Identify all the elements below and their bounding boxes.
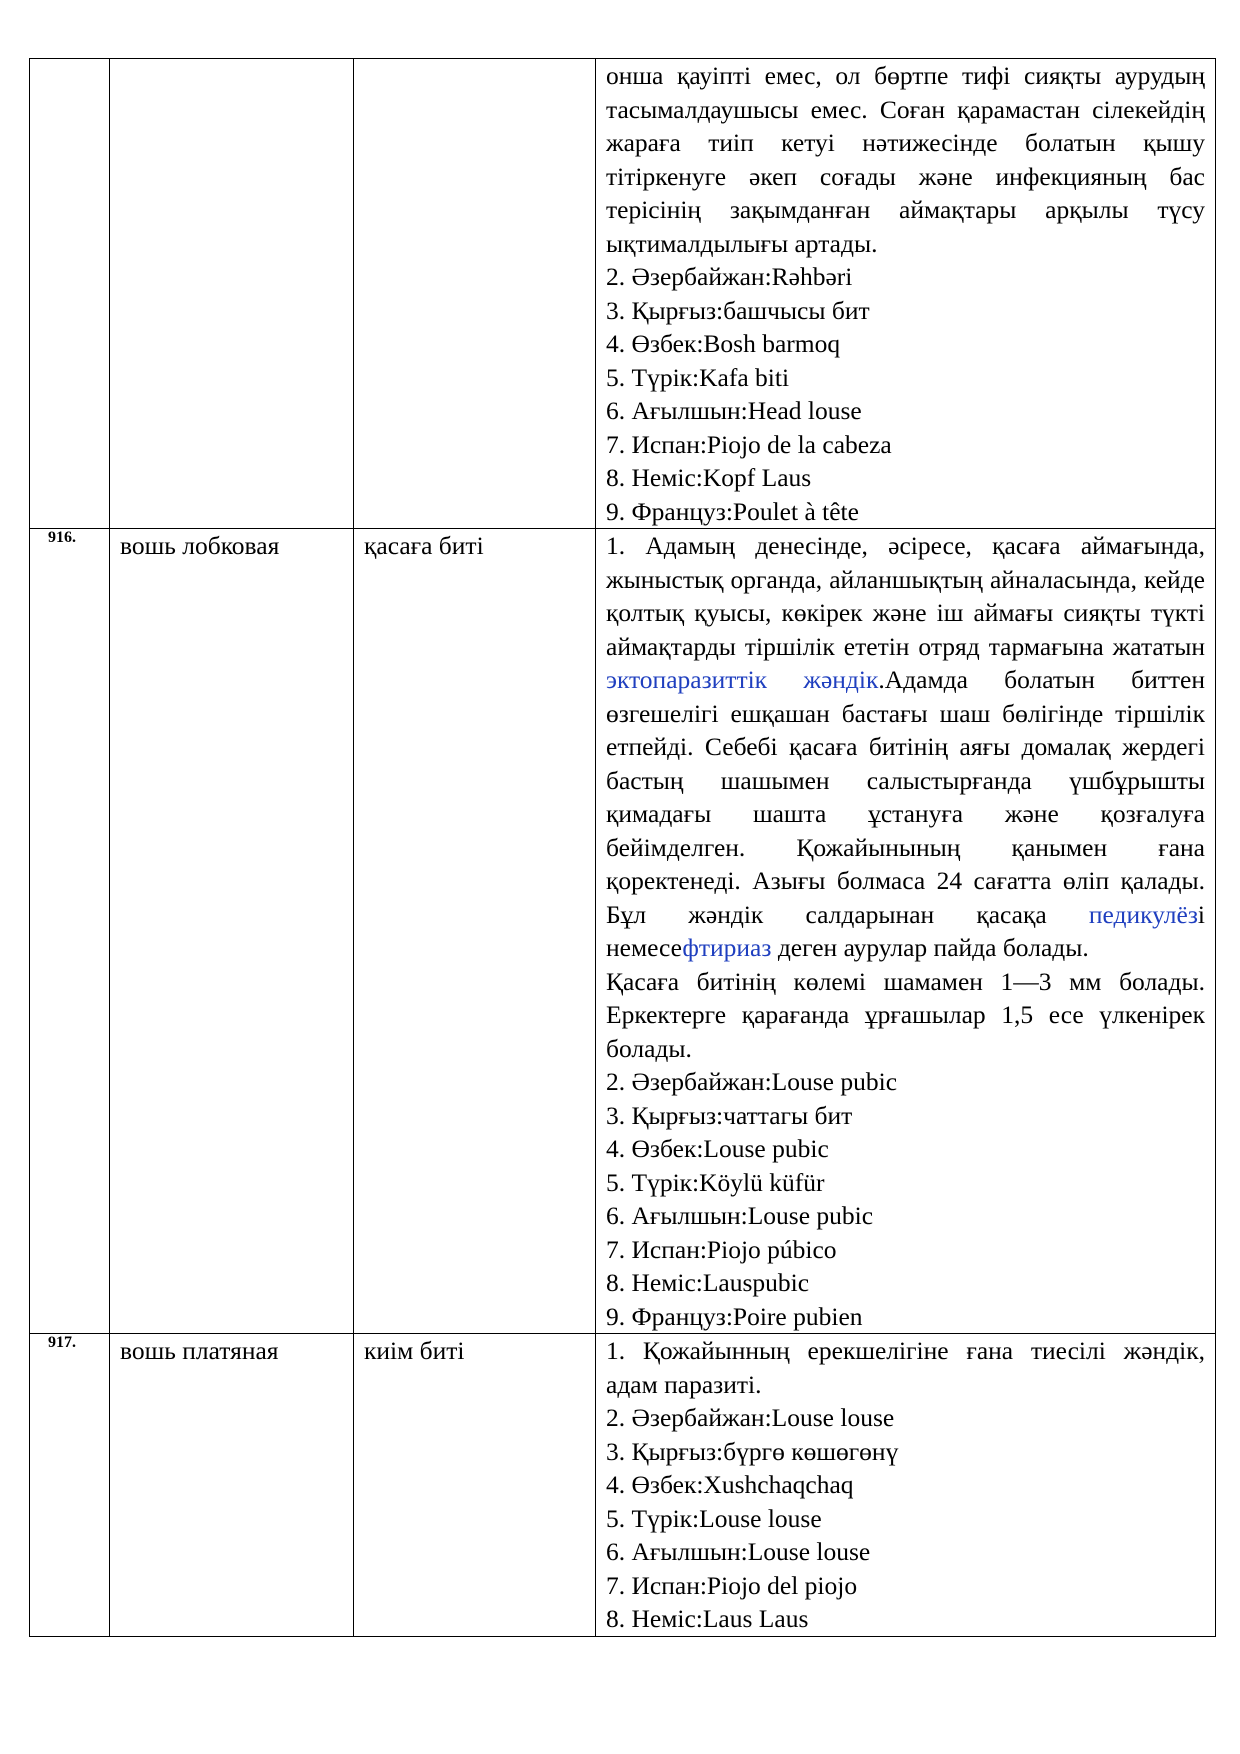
- kazakh-term: қасаға биті: [364, 531, 484, 560]
- translation-line: 6. Ағылшын:Head louse: [606, 396, 862, 425]
- translation-line: 5. Түрік:Köylü küfür: [606, 1167, 825, 1197]
- definition-cell: [596, 1334, 1216, 1637]
- translation-line: 3. Қырғыз:чаттагы бит: [606, 1100, 853, 1130]
- translation-line: 7. Испан:Piojo del piojo: [606, 1570, 858, 1600]
- translation-line: 9. Француз:Poire pubien: [606, 1301, 863, 1331]
- kazakh-term-cell: [354, 1334, 596, 1637]
- translation-line: 2. Әзербайжан:Louse pubic: [606, 1067, 898, 1096]
- translation-line: 4. Өзбек:Louse pubic: [606, 1134, 829, 1163]
- pediculosis-link[interactable]: педикулёз: [1088, 899, 1198, 929]
- russian-term: вошь лобковая: [120, 531, 280, 560]
- row-number-cell: [30, 529, 110, 1334]
- translation-line: 3. Қырғыз:бүргө көшөгөнү: [606, 1436, 899, 1466]
- definition-text: 1. Қожайынның ерекшелігіне ғана тиесілі жәндік, адам паразиті.: [606, 1336, 1205, 1399]
- translation-line: 9. Француз:Poulet à tête: [606, 496, 859, 526]
- translation-line: 6. Ағылшын:Louse louse: [606, 1537, 871, 1566]
- definition-fragment: і немесе: [606, 899, 1205, 962]
- translation-line: 4. Өзбек:Bosh barmoq: [606, 329, 841, 358]
- translation-line: 2. Әзербайжан:Rəhbəri: [606, 262, 853, 291]
- translation-line: 8. Неміс:Laus Laus: [606, 1604, 809, 1633]
- kazakh-term-cell: [354, 59, 596, 529]
- table-row: [30, 529, 1216, 1334]
- definition-cell: [596, 59, 1216, 529]
- definition-paragraph: Қасаға битінің көлемі шамамен 1—3 мм болады. Еркектерге қарағанда ұрғашылар 1,5 есе үлкенірек болады.: [606, 966, 1205, 1063]
- definition-fragment: .Адамда болатын биттен өзгешелігі ешқашан бастағы шаш бөлігінде тіршілік етпейді. Себебі қасаға битінің аяғы домалақ жердегі бастың шашымен салыстырғанда үшбұрышты қимадағы шашта ұстануға және қозғалуға бейімделген. Қожайынының қанымен ғана қоректенеді. Азығы болмаса 24 сағатта өліп қалады. Бұл жәндік салдарынан қасақа: [606, 665, 1205, 929]
- definition-fragment: 1. Адамың денесінде, әсіресе, қасаға аймағында, жыныстық органда, айланшықтың айналасында, кейде қолтық қуысы, көкірек және іш аймағы сияқты түкті аймақтарды тіршілік ететін отряд тармағына жататын: [606, 531, 1205, 661]
- translation-line: 6. Ағылшын:Louse pubic: [606, 1201, 874, 1230]
- dictionary-table: [29, 58, 1216, 1637]
- kazakh-term: киім биті: [364, 1336, 465, 1365]
- phthiriasis-link[interactable]: фтириаз: [682, 933, 772, 962]
- russian-term-cell: [110, 529, 354, 1334]
- row-number: 917.: [48, 1334, 76, 1351]
- table-row: [30, 59, 1216, 529]
- russian-term: вошь платяная: [120, 1336, 279, 1365]
- translation-line: 7. Испан:Piojo púbico: [606, 1234, 837, 1264]
- translation-line: 8. Неміс:Lauspubic: [606, 1268, 810, 1297]
- translation-line: 5. Түрік:Louse louse: [606, 1503, 822, 1533]
- translation-line: 7. Испан:Piojo de la cabeza: [606, 429, 892, 459]
- translation-line: 5. Түрік:Kafa biti: [606, 362, 790, 392]
- definition-text: онша қауіпті емес, ол бөртпе тифі сияқты аурудың тасымалдаушысы емес. Соған қарамастан сілекейдің жараға тиіп кетуі нәтижесінде болатын қышу тітіркенуге әкеп соғады және инфекцияның бас терісінің зақымданған аймақтары арқылы түсу ықтималдылығы артады.: [606, 61, 1205, 258]
- row-number-cell: [30, 59, 110, 529]
- translation-line: 4. Өзбек:Xushchaqchaq: [606, 1470, 854, 1499]
- table-row: [30, 1334, 1216, 1637]
- row-number: 916.: [48, 529, 76, 546]
- translation-line: 2. Әзербайжан:Louse louse: [606, 1403, 895, 1432]
- translation-line: 8. Неміс:Kopf Laus: [606, 463, 812, 492]
- russian-term-cell: [110, 59, 354, 529]
- kazakh-term-cell: [354, 529, 596, 1334]
- definition-cell: [596, 529, 1216, 1334]
- row-number-cell: [30, 1334, 110, 1637]
- definition-text: [606, 529, 1205, 965]
- ectoparasite-link[interactable]: эктопаразиттік жәндік: [606, 665, 879, 694]
- definition-fragment: деген аурулар пайда болады.: [771, 933, 1089, 962]
- translation-line: 3. Қырғыз:башчысы бит: [606, 295, 870, 325]
- russian-term-cell: [110, 1334, 354, 1637]
